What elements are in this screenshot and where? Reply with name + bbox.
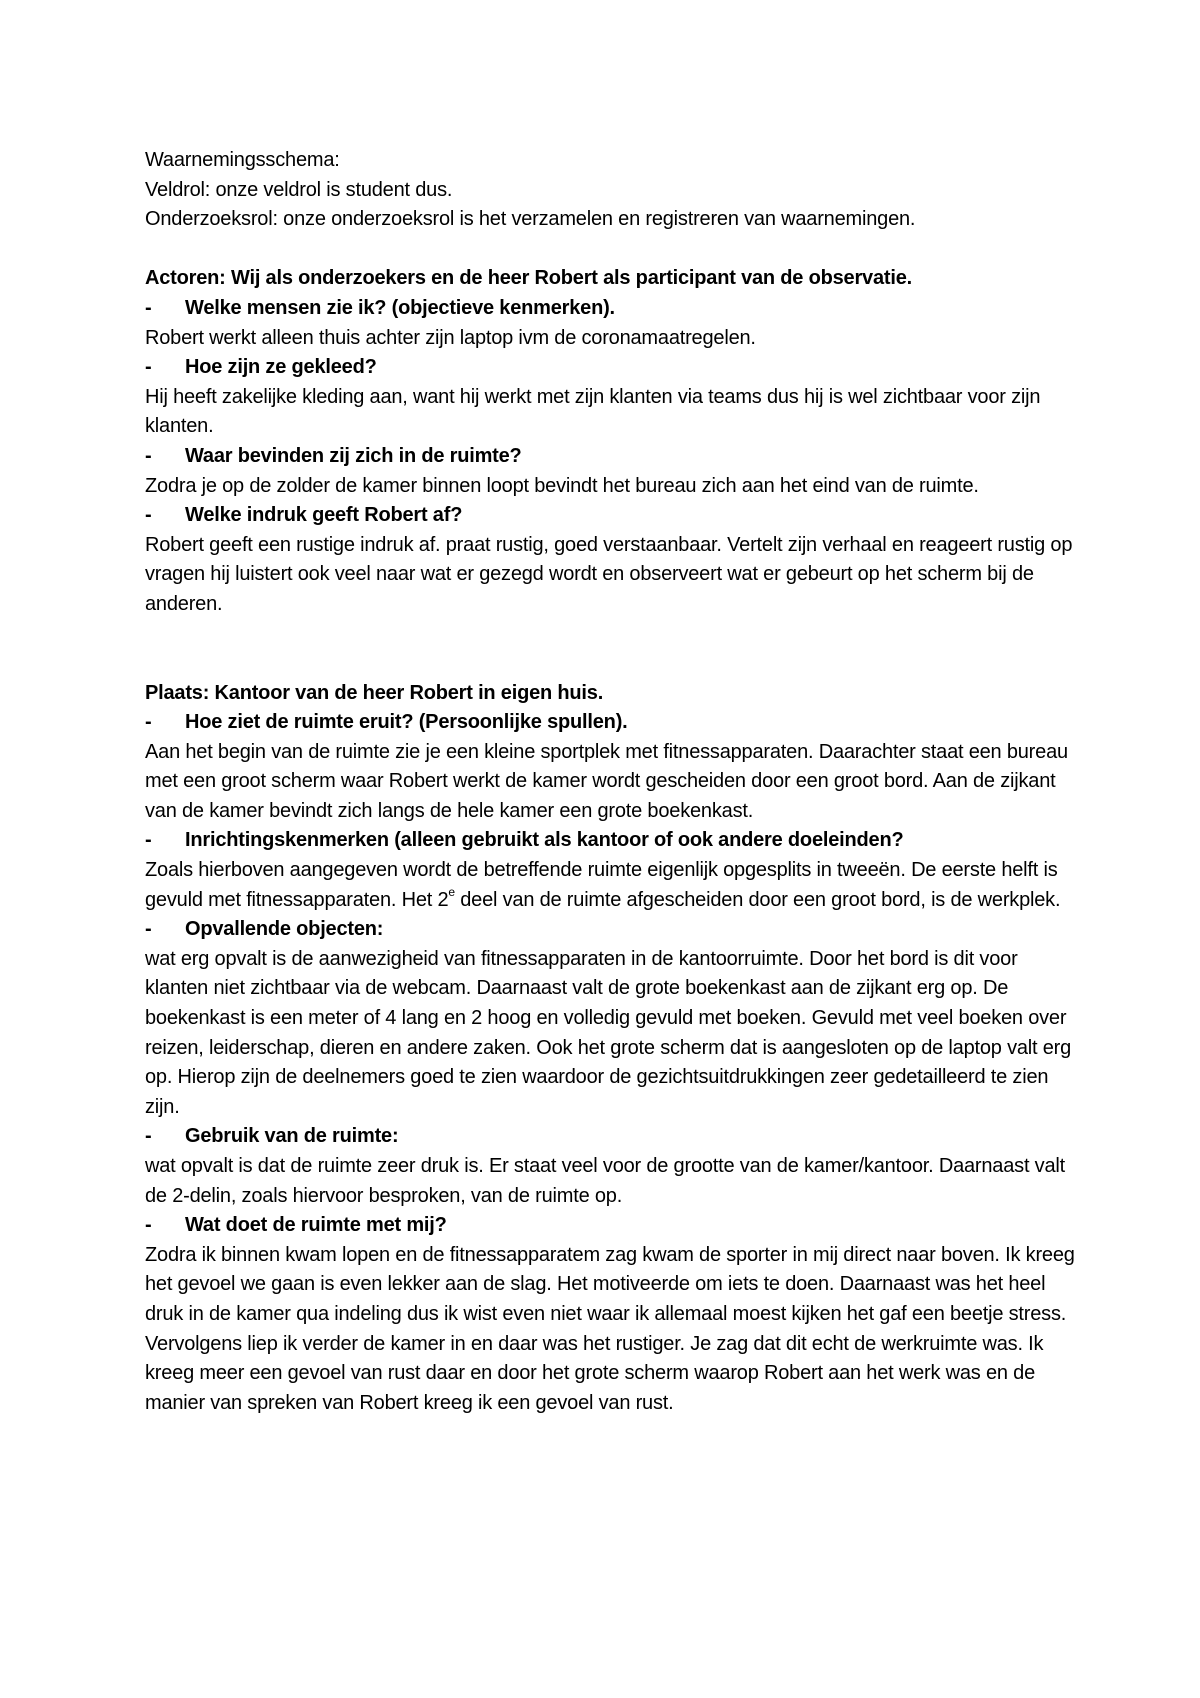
plaats-question-2	[145, 826, 1075, 856]
question-text: Inrichtingskenmerken (alleen gebruikt als kantoor of ook andere doeleinden?	[185, 829, 904, 852]
bullet-dash: -	[145, 504, 152, 527]
bullet-dash: -	[145, 296, 152, 319]
question-text: Gebruik van de ruimte:	[185, 1125, 399, 1148]
bullet-dash: -	[145, 1214, 152, 1237]
plaats-heading: Plaats: Kantoor van de heer Robert in eigen huis.	[145, 681, 604, 704]
question-text: Hoe ziet de ruimte eruit? (Persoonlijke spullen).	[185, 711, 628, 734]
question-text: Wat doet de ruimte met mij?	[185, 1214, 447, 1237]
actoren-question-4	[145, 501, 1075, 531]
actoren-answer-4: Robert geeft een rustige indruk af. praat rustig, goed verstaanbaar. Vertelt zijn verhaal en reageert rustig op vragen hij luistert ook veel naar wat er gezegd wordt en observeert wat er gebeurt op het scherm bij de anderen.	[145, 533, 1073, 615]
plaats-answer-2	[145, 856, 1075, 915]
bullet-dash: -	[145, 444, 152, 467]
actoren-answer-1: Robert werkt alleen thuis achter zijn laptop ivm de coronamaatregelen.	[145, 326, 756, 349]
bullet-dash: -	[145, 829, 152, 852]
plaats-answer-4: wat opvalt is dat de ruimte zeer druk is. Er staat veel voor de grootte van de kamer/kantoor. Daarnaast valt de 2-delin, zoals hiervoor besproken, van de ruimte op.	[145, 1155, 1065, 1207]
plaats-question-1	[145, 708, 1075, 738]
question-text: Welke indruk geeft Robert af?	[185, 504, 463, 527]
spacer	[145, 235, 1075, 265]
question-text: Welke mensen zie ik? (objectieve kenmerken).	[185, 296, 615, 319]
plaats-question-3	[145, 915, 1075, 945]
actoren-heading: Actoren: Wij als onderzoekers en de heer Robert als participant van de observatie.	[145, 267, 912, 290]
answer-text-part2: deel van de ruimte afgescheiden door een groot bord, is de werkplek.	[454, 888, 1061, 911]
actoren-answer-3: Zodra je op de zolder de kamer binnen loopt bevindt het bureau zich aan het eind van de ruimte.	[145, 474, 979, 497]
spacer	[145, 620, 1075, 679]
question-text: Opvallende objecten:	[185, 918, 384, 941]
bullet-dash: -	[145, 918, 152, 941]
onderzoeksrol-text: Onderzoeksrol: onze onderzoeksrol is het verzamelen en registreren van waarnemingen.	[145, 208, 916, 231]
actoren-question-2	[145, 353, 1075, 383]
actoren-question-1	[145, 294, 1075, 324]
actoren-answer-2: Hij heeft zakelijke kleding aan, want hij werkt met zijn klanten via teams dus hij is wel zichtbaar voor zijn klanten.	[145, 385, 1041, 438]
plaats-answer-1: Aan het begin van de ruimte zie je een kleine sportplek met fitnessapparaten. Daarachter staat een bureau met een groot scherm waar Robert werkt de kamer wordt gescheiden door een groot bord. Aan de zijkant van de kamer bevindt zich langs de hele kamer een grote boekenkast.	[145, 740, 1068, 822]
plaats-question-5	[145, 1211, 1075, 1241]
ordinal-superscript: e	[448, 885, 455, 899]
question-text: Hoe zijn ze gekleed?	[185, 356, 377, 379]
answer-text-part1: Zoals hierboven aangegeven wordt de betreffende ruimte eigenlijk opgesplits in tweeën. De eerste helft is gevuld met fitnessapparaten. Het 2	[145, 859, 1058, 911]
question-text: Waar bevinden zij zich in de ruimte?	[185, 444, 522, 467]
plaats-question-4	[145, 1122, 1075, 1152]
plaats-answer-3: wat erg opvalt is de aanwezigheid van fitnessapparaten in de kantoorruimte. Door het bord is dit voor klanten niet zichtbaar via de webcam. Daarnaast valt de grote boekenkast aan de zijkant erg op. De boekenkast is een meter of 4 lang en 2 hoog en volledig gevuld met boeken. Gevuld met veel boeken over reizen, leiderschap, dieren en andere zaken. Ook het grote scherm dat is aangesloten op de laptop valt erg op. Hierop zijn de deelnemers goed te zien waardoor de gezichtsuitdrukkingen zeer gedetailleerd te zien zijn.	[145, 947, 1072, 1118]
bullet-dash: -	[145, 1125, 152, 1148]
bullet-dash: -	[145, 711, 152, 734]
plaats-answer-5: Zodra ik binnen kwam lopen en de fitnessapparatem zag kwam de sporter in mij direct naar boven. Ik kreeg het gevoel we gaan is even lekker aan de slag. Het motiveerde om iets te doen. Daarnaast was het heel druk in de kamer qua indeling dus ik wist even niet waar ik allemaal moest kijken het gaf een beetje stress. Vervolgens liep ik verder de kamer in en daar was het rustiger. Je zag dat dit echt de werkruimte was. Ik kreeg meer een gevoel van rust daar en door het grote scherm waarop Robert aan het werk was en de manier van spreken van Robert kreeg ik een gevoel van rust.	[145, 1243, 1075, 1414]
actoren-question-3	[145, 442, 1075, 472]
schema-title: Waarnemingsschema:	[145, 149, 340, 171]
document-page	[145, 146, 1075, 1418]
veldrol-text: Veldrol: onze veldrol is student dus.	[145, 178, 453, 201]
bullet-dash: -	[145, 356, 152, 379]
